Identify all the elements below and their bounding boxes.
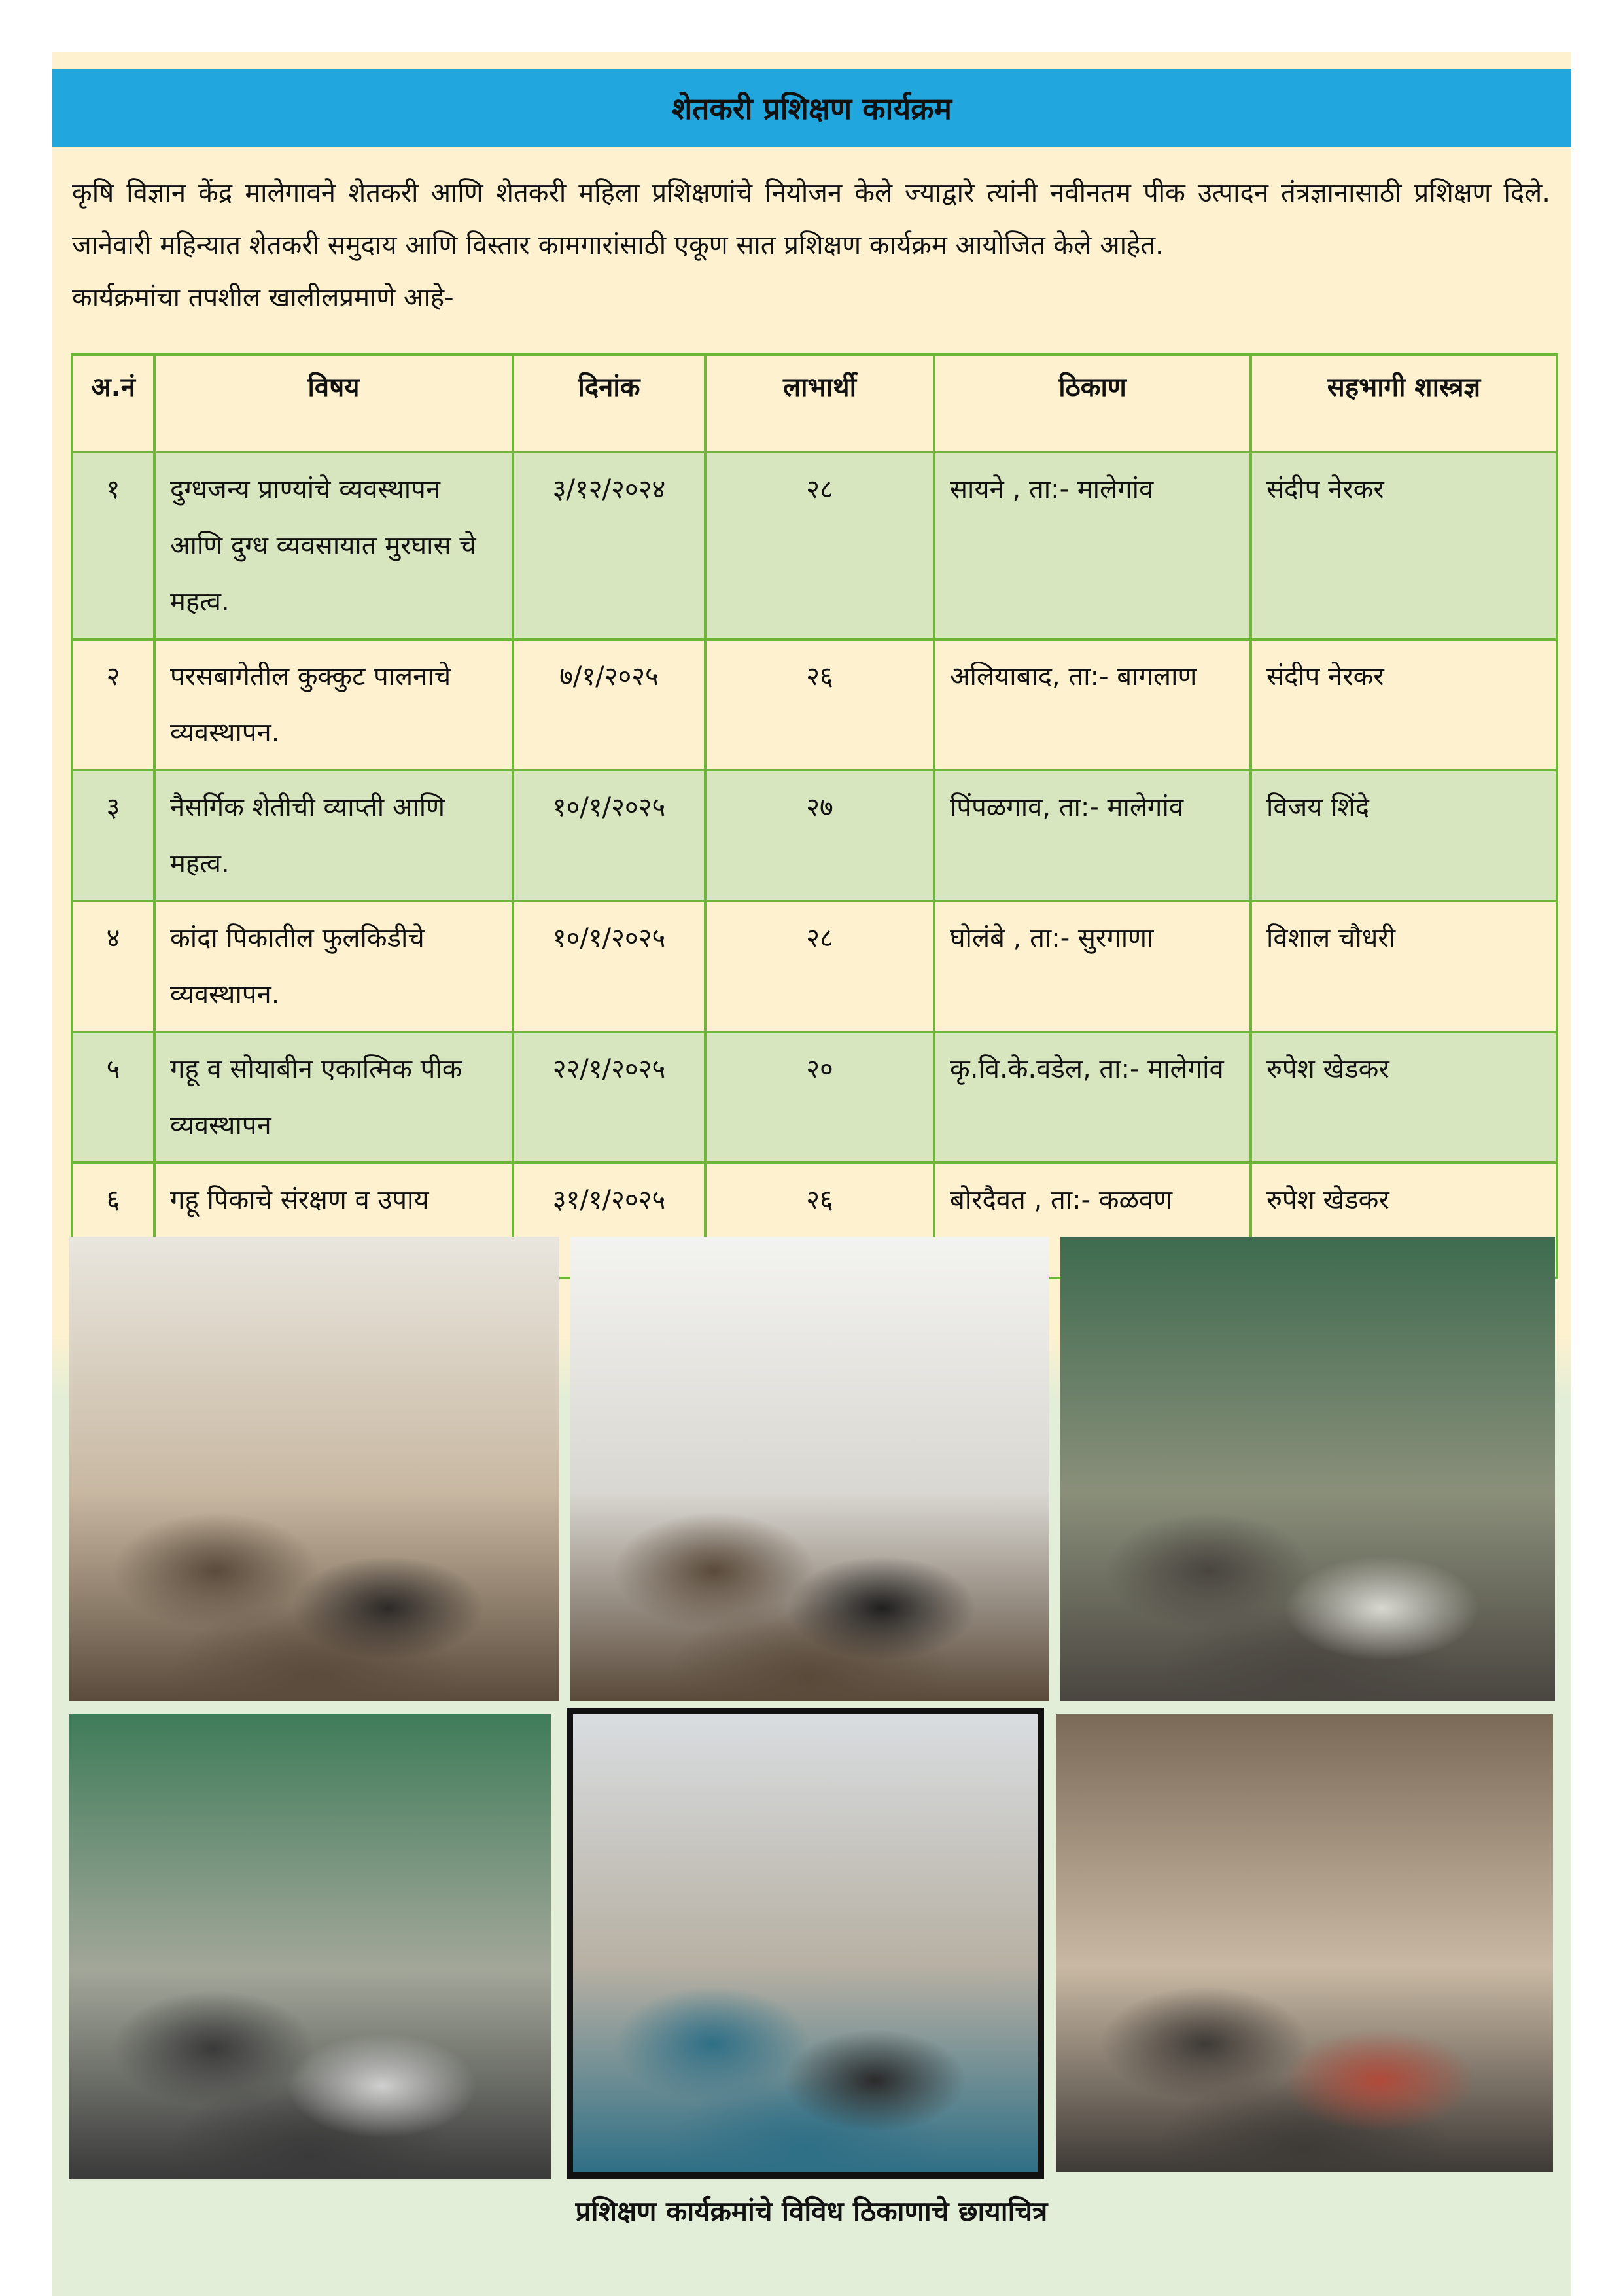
cell-subject: गहू व सोयाबीन एकात्मिक पीक व्यवस्थापन bbox=[154, 1032, 513, 1163]
page-title: शेतकरी प्रशिक्षण कार्यक्रम bbox=[672, 91, 952, 126]
training-photo-5 bbox=[567, 1708, 1044, 2179]
photo-caption: प्रशिक्षण कार्यक्रमांचे विविध ठिकाणाचे छायाचित्र bbox=[575, 2195, 1048, 2227]
cell-beneficiaries: २० bbox=[705, 1032, 934, 1163]
cell-beneficiaries: २६ bbox=[705, 639, 934, 770]
training-table bbox=[71, 353, 1558, 1279]
cell-place: बोरदैवत , ता:- कळवण bbox=[934, 1163, 1251, 1278]
cell-scientist: रुपेश खेडकर bbox=[1251, 1032, 1557, 1163]
cell-date: १०/१/२०२५ bbox=[513, 770, 705, 901]
training-photo-4 bbox=[69, 1714, 551, 2179]
cell-date: १०/१/२०२५ bbox=[513, 901, 705, 1032]
cell-subject: दुग्धजन्य प्राण्यांचे व्यवस्थापन आणि दुग्ध व्यवसायात मुरघास चे महत्व. bbox=[154, 452, 513, 639]
cell-number: ६ bbox=[72, 1163, 154, 1278]
training-photo-3 bbox=[1060, 1237, 1555, 1701]
col-header-date: दिनांक bbox=[513, 355, 705, 452]
cell-place: अलियाबाद, ता:- बागलाण bbox=[934, 639, 1251, 770]
cell-subject: गहू पिकाचे संरक्षण व उपाय bbox=[154, 1163, 513, 1278]
col-header-scientist: सहभागी शास्त्रज्ञ bbox=[1251, 355, 1557, 452]
cell-beneficiaries: २६ bbox=[705, 1163, 934, 1278]
table-row bbox=[72, 901, 1557, 1032]
table-row bbox=[72, 1032, 1557, 1163]
cell-scientist: विशाल चौधरी bbox=[1251, 901, 1557, 1032]
intro-paragraph: कृषि विज्ञान केंद्र मालेगावने शेतकरी आणि शेतकरी महिला प्रशिक्षणांचे नियोजन केले ज्याद्वारे त्यांनी नवीनतम पीक उत्पादन तंत्रज्ञानासाठी प्रशिक्षण दिले. जानेवारी महिन्यात शेतकरी समुदाय आणि विस्तार कामगारांसाठी एकूण सात प्रशिक्षण कार्यक्रम आयोजित केले आहेत. bbox=[72, 178, 1550, 260]
col-header-number: अ.नं bbox=[72, 355, 154, 452]
cell-scientist: संदीप नेरकर bbox=[1251, 452, 1557, 639]
cell-date: ३१/१/२०२५ bbox=[513, 1163, 705, 1278]
col-header-beneficiaries: लाभार्थी bbox=[705, 355, 934, 452]
col-header-place: ठिकाण bbox=[934, 355, 1251, 452]
training-photo-1 bbox=[69, 1237, 559, 1701]
cell-beneficiaries: २७ bbox=[705, 770, 934, 901]
cell-place: सायने , ता:- मालेगांव bbox=[934, 452, 1251, 639]
cell-scientist: रुपेश खेडकर bbox=[1251, 1163, 1557, 1278]
table-row bbox=[72, 770, 1557, 901]
cell-scientist: संदीप नेरकर bbox=[1251, 639, 1557, 770]
cell-number: ५ bbox=[72, 1032, 154, 1163]
cell-beneficiaries: २८ bbox=[705, 901, 934, 1032]
cell-number: २ bbox=[72, 639, 154, 770]
cell-subject: नैसर्गिक शेतीची व्याप्ती आणि महत्व. bbox=[154, 770, 513, 901]
table-row bbox=[72, 639, 1557, 770]
cell-place: घोलंबे , ता:- सुरगाणा bbox=[934, 901, 1251, 1032]
cell-number: ४ bbox=[72, 901, 154, 1032]
training-photo-2 bbox=[570, 1237, 1049, 1701]
cell-subject: कांदा पिकातील फुलकिडीचे व्यवस्थापन. bbox=[154, 901, 513, 1032]
col-header-subject: विषय bbox=[154, 355, 513, 452]
table-header-row bbox=[72, 355, 1557, 452]
cell-number: १ bbox=[72, 452, 154, 639]
training-photo-6 bbox=[1056, 1714, 1553, 2172]
intro-paragraph-end: कार्यक्रमांचा तपशील खालीलप्रमाणे आहे- bbox=[72, 283, 454, 313]
cell-place: पिंपळगाव, ता:- मालेगांव bbox=[934, 770, 1251, 901]
cell-scientist: विजय शिंदे bbox=[1251, 770, 1557, 901]
cell-date: २२/१/२०२५ bbox=[513, 1032, 705, 1163]
cell-place: कृ.वि.के.वडेल, ता:- मालेगांव bbox=[934, 1032, 1251, 1163]
table-row bbox=[72, 452, 1557, 639]
cell-beneficiaries: २८ bbox=[705, 452, 934, 639]
cell-subject: परसबागेतील कुक्कुट पालनाचे व्यवस्थापन. bbox=[154, 639, 513, 770]
header-band bbox=[52, 69, 1571, 147]
cell-date: ७/१/२०२५ bbox=[513, 639, 705, 770]
cell-date: ३/१२/२०२४ bbox=[513, 452, 705, 639]
cell-number: ३ bbox=[72, 770, 154, 901]
